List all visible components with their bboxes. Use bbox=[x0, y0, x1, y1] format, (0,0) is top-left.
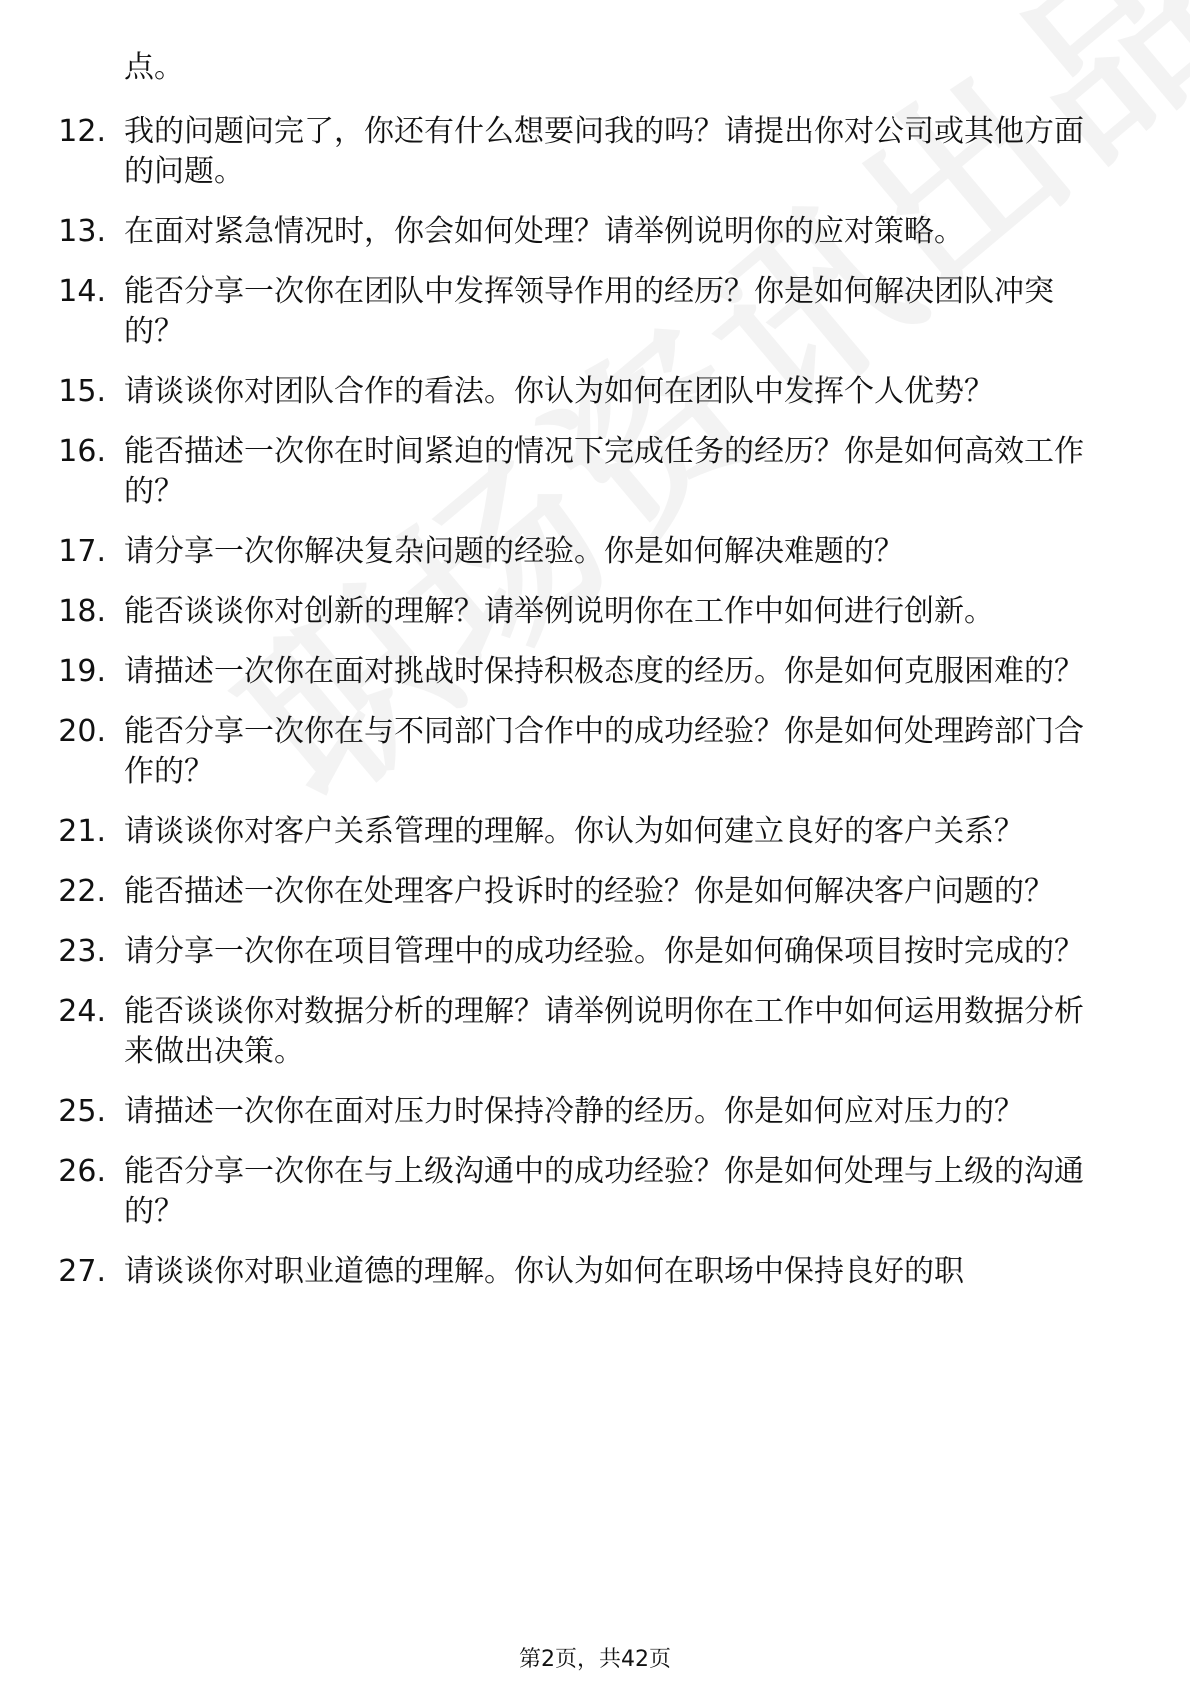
question-number: 21. bbox=[58, 814, 106, 849]
question-text: 能否描述一次你在处理客户投诉时的经验？你是如何解决客户问题的？ bbox=[124, 874, 1054, 909]
question-item bbox=[0, 652, 1190, 692]
question-number: 26. bbox=[58, 1154, 106, 1189]
question-text: 请分享一次你在项目管理中的成功经验。你是如何确保项目按时完成的？ bbox=[124, 934, 1084, 969]
question-item bbox=[0, 932, 1190, 972]
question-item bbox=[0, 532, 1190, 572]
question-text: 请谈谈你对团队合作的看法。你认为如何在团队中发挥个人优势？ bbox=[124, 374, 994, 409]
question-number: 13. bbox=[58, 214, 106, 249]
question-item bbox=[0, 372, 1190, 412]
question-item bbox=[0, 1152, 1190, 1232]
question-text: 请分享一次你解决复杂问题的经验。你是如何解决难题的？ bbox=[124, 534, 904, 569]
question-text: 能否谈谈你对创新的理解？请举例说明你在工作中如何进行创新。 bbox=[124, 594, 994, 629]
question-item bbox=[0, 1252, 1190, 1292]
question-text: 请描述一次你在面对挑战时保持积极态度的经历。你是如何克服困难的？ bbox=[124, 654, 1084, 689]
question-number: 12. bbox=[58, 114, 106, 149]
question-text: 请谈谈你对客户关系管理的理解。你认为如何建立良好的客户关系？ bbox=[124, 814, 1024, 849]
question-text: 请谈谈你对职业道德的理解。你认为如何在职场中保持良好的职 bbox=[124, 1254, 964, 1289]
question-number: 25. bbox=[58, 1094, 106, 1129]
question-number: 22. bbox=[58, 874, 106, 909]
question-number: 23. bbox=[58, 934, 106, 969]
question-number: 18. bbox=[58, 594, 106, 629]
question-text: 能否分享一次你在与不同部门合作中的成功经验？你是如何处理跨部门合作的？ bbox=[124, 714, 1084, 789]
question-number: 20. bbox=[58, 714, 106, 749]
question-item bbox=[0, 432, 1190, 512]
question-item bbox=[0, 112, 1190, 192]
question-item bbox=[0, 872, 1190, 912]
question-text: 能否分享一次你在与上级沟通中的成功经验？你是如何处理与上级的沟通的？ bbox=[124, 1154, 1084, 1229]
question-item bbox=[0, 992, 1190, 1072]
question-item bbox=[0, 712, 1190, 792]
question-number: 16. bbox=[58, 434, 106, 469]
question-number: 17. bbox=[58, 534, 106, 569]
question-item bbox=[0, 212, 1190, 252]
question-text: 请描述一次你在面对压力时保持冷静的经历。你是如何应对压力的？ bbox=[124, 1094, 1024, 1129]
question-text: 能否谈谈你对数据分析的理解？请举例说明你在工作中如何运用数据分析来做出决策。 bbox=[124, 994, 1084, 1069]
question-number: 24. bbox=[58, 994, 106, 1029]
question-number: 15. bbox=[58, 374, 106, 409]
question-number: 19. bbox=[58, 654, 106, 689]
question-list bbox=[0, 112, 1190, 1312]
question-number: 27. bbox=[58, 1254, 106, 1289]
question-text: 能否分享一次你在团队中发挥领导作用的经历？你是如何解决团队冲突的？ bbox=[124, 274, 1054, 349]
question-text: 能否描述一次你在时间紧迫的情况下完成任务的经历？你是如何高效工作的？ bbox=[124, 434, 1084, 509]
question-item bbox=[0, 1092, 1190, 1132]
continuation-text: 点。 bbox=[124, 50, 184, 85]
question-text: 在面对紧急情况时，你会如何处理？请举例说明你的应对策略。 bbox=[124, 214, 964, 249]
question-item bbox=[0, 592, 1190, 632]
question-text: 我的问题问完了，你还有什么想要问我的吗？请提出你对公司或其他方面的问题。 bbox=[124, 114, 1084, 189]
question-number: 14. bbox=[58, 274, 106, 309]
question-item bbox=[0, 272, 1190, 352]
question-item bbox=[0, 812, 1190, 852]
page-footer: 第2页，共42页 bbox=[519, 1647, 671, 1672]
